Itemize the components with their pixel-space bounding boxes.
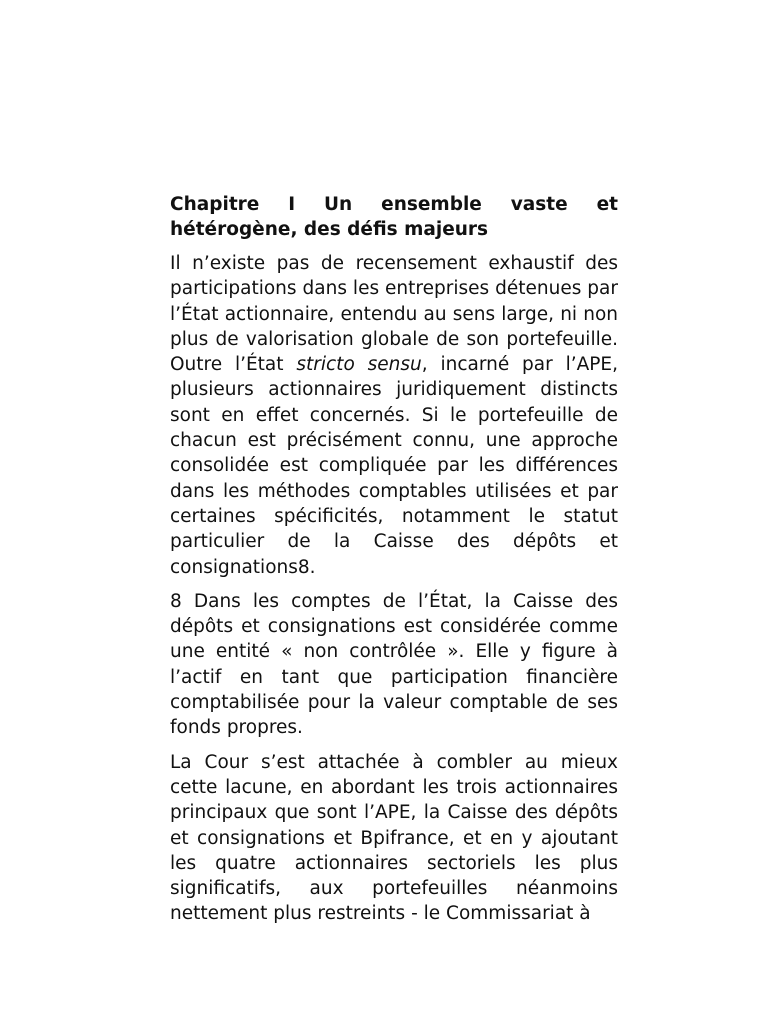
paragraph-1-end: , incarné par l’APE, plusieurs actionnaires juridiquement distincts sont en effet concernés. Si le portefeuille de chacun est précisément connu, une approche consolidée est compliquée par les différences dans les méthodes comptables utilisées et par certaines spécificités, notamment le statut particulier de la Caisse des dépôts et consignations8. [170,354,618,578]
footnote-8: 8 Dans les comptes de l’État, la Caisse des dépôts et consignations est considérée comme une entité « non contrôlée ». Elle y figure à l’actif en tant que participation financière comptabilisée pour la valeur comptable de ses fonds propres. [170,590,618,739]
paragraph-2: La Cour s’est attachée à combler au mieux cette lacune, en abordant les trois actionnaires principaux que sont l’APE, la Caisse des dépôts et consignations et Bpifrance, et en y ajoutant les quatre actionnaires sectoriels les plus significatifs, aux portefeuilles néanmoins nettement plus restreints - le Commissariat à [170,751,618,925]
document-page [170,192,618,936]
paragraph-1-start: Il n’existe pas de recensement exhaustif des participations dans les entreprises détenues par l’État actionnaire, entendu au sens large, ni non plus de valorisation globale de son portefeuille. Outre l’État [170,253,618,376]
paragraph-1-italic: stricto sensu [296,354,422,376]
chapter-title: Chapitre I Un ensemble vaste et hétérogène, des défis majeurs [170,194,618,240]
paragraph-1 [170,251,618,580]
